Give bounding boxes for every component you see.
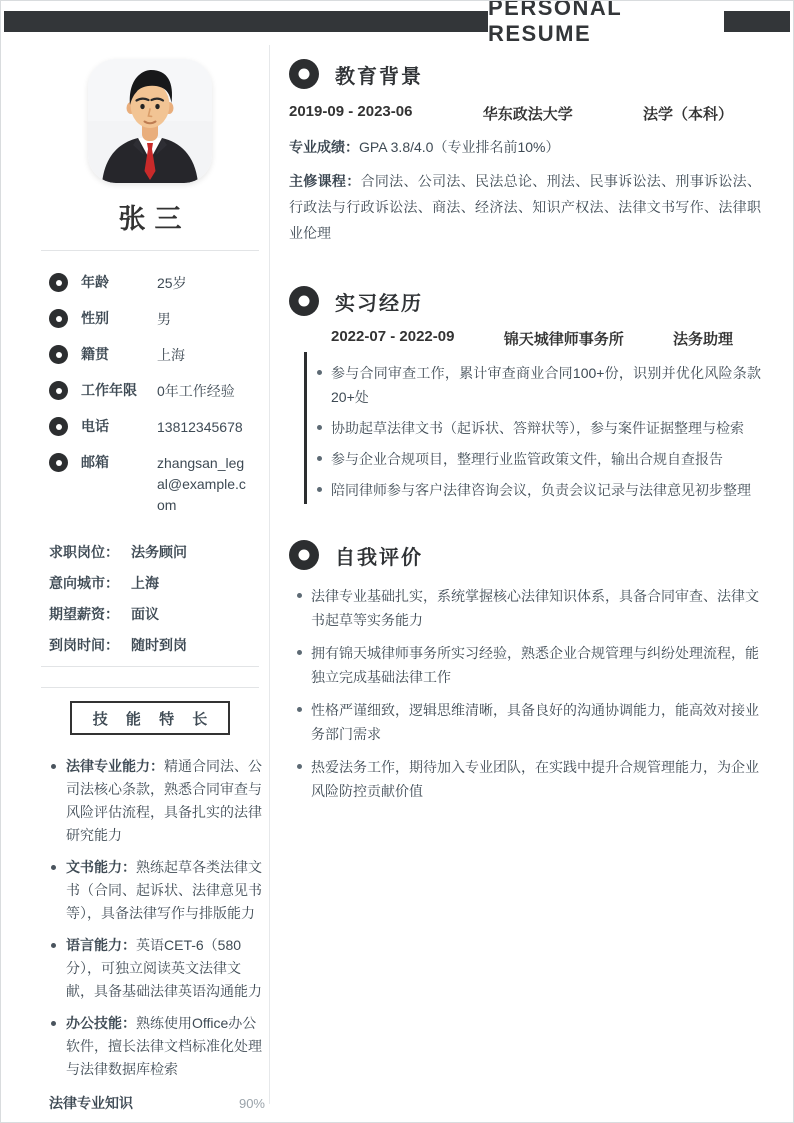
section-title: 教育背景 [335, 65, 423, 88]
intent-row-city [49, 573, 269, 593]
ring-dot-icon [289, 540, 319, 570]
ring-dot-icon [289, 286, 319, 316]
evaluation-bullet: 拥有锦天城律师事务所实习经验，熟悉企业合规管理与纠纷处理流程，能独立完成基础法律工作 [311, 641, 761, 689]
timeline-dot-icon [298, 331, 312, 345]
main-content [289, 59, 761, 812]
gpa-label: 专业成绩： [289, 139, 359, 155]
internship-company: 锦天城律师事务所 [503, 331, 624, 348]
courses-text: 合同法、公司法、民法总论、刑法、民事诉讼法、刑事诉讼法、行政法与行政诉讼法、商法、经济法、知识产权法、法律文书写作、法律职业伦理 [289, 173, 761, 241]
candidate-name: 张三 [118, 204, 191, 234]
skill-text: 熟练起草各类法律文书（合同、起诉状、法律意见书等），具备法律写作与排版能力 [66, 859, 262, 921]
skills-list [49, 755, 265, 1081]
sidebar [31, 59, 269, 1123]
name-divider [41, 250, 259, 251]
skill-label: 文书能力： [66, 859, 136, 875]
section-internship [289, 286, 761, 502]
column-divider [269, 45, 270, 1104]
personal-info-list [49, 273, 269, 516]
skill-item-language [49, 934, 265, 1003]
education-period: 2019-09 - 2023-06 [289, 103, 413, 120]
evaluation-header [289, 540, 761, 570]
intent-value: 面议 [131, 606, 159, 622]
intent-label: 到岗时间： [49, 637, 119, 653]
ring-dot-icon [49, 309, 68, 328]
internship-bullet: 参与合同审查工作，累计审查商业合同100+份，识别并优化风险条款20+处 [331, 361, 761, 409]
avatar-illustration [88, 59, 212, 183]
divider [41, 666, 259, 667]
internship-header [289, 286, 761, 316]
progress-percent: 90% [238, 1095, 265, 1111]
education-header [289, 59, 761, 89]
job-intent [49, 542, 269, 655]
internship-bullet: 陪同律师参与客户法律咨询会议，负责会议记录与法律意见初步整理 [331, 478, 761, 502]
education-entry-row [289, 103, 761, 124]
education-gpa [289, 134, 761, 160]
internship-period: 2022-07 - 2022-09 [331, 328, 455, 345]
section-evaluation [289, 540, 761, 803]
skill-progress [49, 1093, 265, 1123]
info-row-age [49, 273, 269, 294]
skills-section-title [70, 701, 230, 735]
skill-label: 法律专业能力： [66, 758, 164, 774]
internship-entry-row [331, 328, 761, 349]
skill-text: 熟练使用Office办公软件，擅长法律文档标准化处理与法律数据库检索 [66, 1015, 262, 1077]
info-row-hometown [49, 345, 269, 366]
internship-bullets [331, 361, 761, 502]
info-value: 25岁 [157, 275, 187, 291]
intent-value: 上海 [131, 575, 159, 591]
intent-label: 求职岗位： [49, 544, 119, 560]
avatar [88, 59, 212, 183]
info-value: 男 [157, 311, 171, 327]
intent-label: 意向城市： [49, 575, 119, 591]
page-title: PERSONAL RESUME [488, 1, 724, 41]
info-label: 工作年限 [81, 382, 137, 398]
courses-label: 主修课程： [289, 173, 361, 189]
section-title: 自我评价 [335, 546, 423, 569]
education-degree: 法学（本科） [642, 106, 733, 123]
info-row-phone [49, 417, 269, 438]
skill-label: 办公技能： [66, 1015, 136, 1031]
intent-value: 随时到岗 [131, 637, 187, 653]
intent-row-availability [49, 635, 269, 655]
skill-item-writing [49, 856, 265, 925]
info-value: 13812345678 [157, 419, 243, 435]
divider [41, 687, 259, 688]
skill-text: 英语CET-6（580分），可独立阅读英文法律文献，具备基础法律英语沟通能力 [66, 937, 262, 999]
ring-dot-icon [49, 273, 68, 292]
internship-entry [289, 328, 761, 502]
intent-label: 期望薪资： [49, 606, 119, 622]
internship-role: 法务助理 [672, 331, 733, 348]
ring-dot-icon [49, 345, 68, 364]
ring-dot-icon [49, 417, 68, 436]
info-label: 籍贯 [81, 346, 109, 362]
skill-text: 精通合同法、公司法核心条款，熟悉合同审查与风险评估流程，具备扎实的法律研究能力 [66, 758, 262, 843]
info-value: 上海 [157, 347, 185, 363]
section-education [289, 59, 761, 246]
gpa-text: GPA 3.8/4.0（专业排名前10%） [359, 139, 560, 155]
internship-bullet: 协助起草法律文书（起诉状、答辩状等），参与案件证据整理与检索 [331, 416, 761, 440]
progress-label: 法律专业知识 [49, 1095, 133, 1111]
info-label: 性别 [81, 310, 109, 326]
info-row-email [49, 453, 269, 516]
education-courses [289, 168, 761, 246]
skill-item-legal [49, 755, 265, 847]
skill-item-office [49, 1012, 265, 1081]
intent-value: 法务顾问 [131, 544, 187, 560]
evaluation-bullets [289, 584, 761, 803]
section-title: 实习经历 [335, 292, 423, 315]
info-label: 电话 [81, 418, 109, 434]
info-row-experience [49, 381, 269, 402]
evaluation-bullet: 法律专业基础扎实，系统掌握核心法律知识体系，具备合同审查、法律文书起草等实务能力 [311, 584, 761, 632]
education-school: 华东政法大学 [482, 106, 573, 123]
ring-dot-icon [289, 59, 319, 89]
ring-dot-icon [49, 381, 68, 400]
intent-row-position [49, 542, 269, 562]
info-row-gender [49, 309, 269, 330]
skill-label: 语言能力： [66, 937, 136, 953]
skills-title-text: 技 能 特 长 [92, 710, 215, 728]
evaluation-bullet: 性格严谨细致，逻辑思维清晰，具备良好的沟通协调能力，能高效对接业务部门需求 [311, 698, 761, 746]
info-label: 邮箱 [81, 454, 109, 470]
info-value: zhangsan_legal@example.com [157, 455, 246, 513]
ring-dot-icon [49, 453, 68, 472]
info-label: 年龄 [81, 274, 109, 290]
info-value: 0年工作经验 [157, 383, 235, 399]
intent-row-salary [49, 604, 269, 624]
internship-bullet: 参与企业合规项目，整理行业监管政策文件，输出合规自查报告 [331, 447, 761, 471]
timeline-line [304, 352, 307, 504]
evaluation-bullet: 热爱法务工作，期待加入专业团队，在实践中提升合规管理能力，为企业风险防控贡献价值 [311, 755, 761, 803]
